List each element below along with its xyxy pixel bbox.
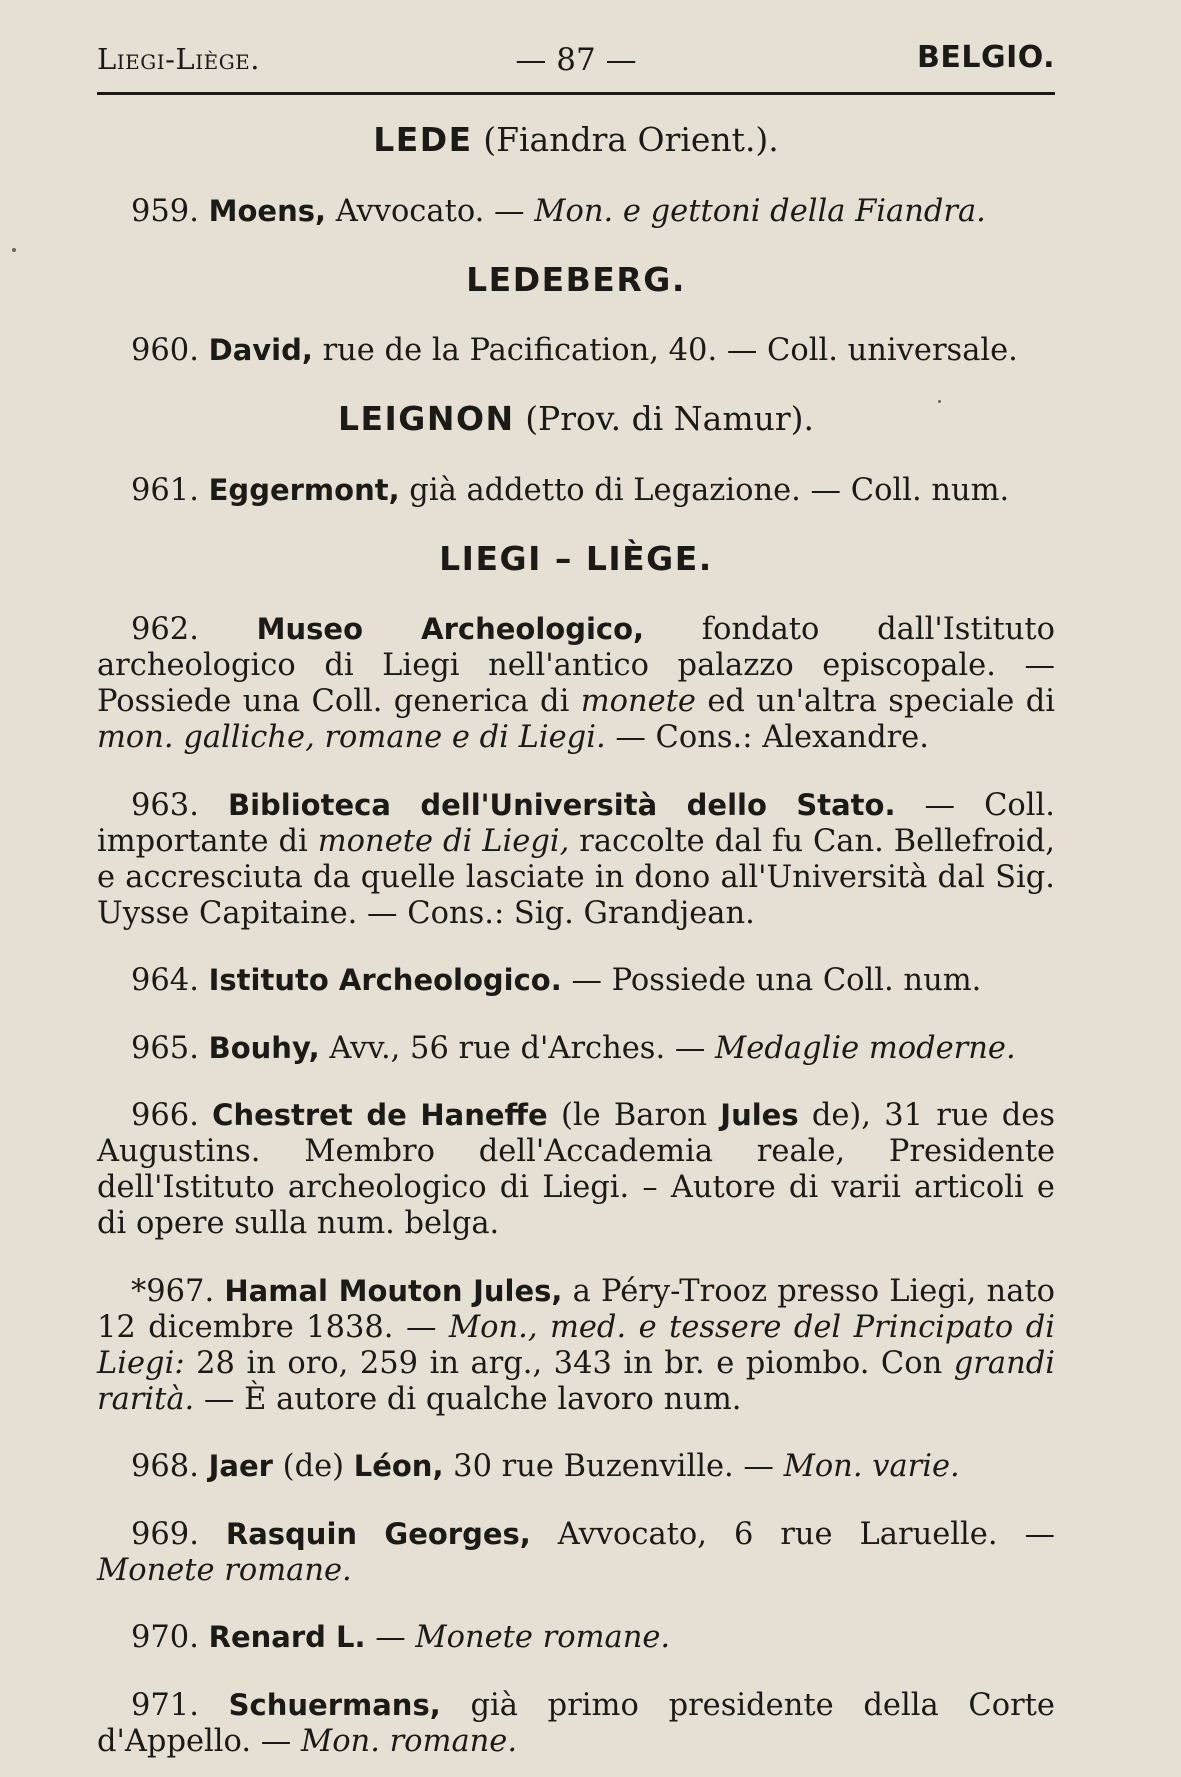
entry bbox=[97, 1619, 1055, 1656]
entry-number: 971. bbox=[131, 1687, 199, 1723]
entry-name: Renard L. bbox=[208, 1620, 366, 1654]
entry-name: David, bbox=[208, 333, 313, 367]
entry-name: Rasquin Georges, bbox=[225, 1516, 531, 1551]
page-body bbox=[97, 118, 1055, 1777]
section-heading bbox=[97, 118, 1055, 162]
entry-italic: Mon. e gettoni della Fiandra. bbox=[534, 193, 986, 229]
entry-text: 28 in oro, 259 in arg., 343 in br. e piombo. Con bbox=[184, 1345, 954, 1381]
entry-number: 965. bbox=[131, 1030, 199, 1066]
running-head bbox=[97, 38, 1055, 86]
entry-text: — Coll. importante di bbox=[97, 787, 1055, 859]
region-note: (Prov. di Namur). bbox=[525, 399, 815, 438]
entry-text: ed un'altra speciale di bbox=[695, 684, 1055, 719]
entry-italic: monete di Liegi, bbox=[317, 823, 570, 859]
entry-text: (le Baron bbox=[547, 1098, 721, 1133]
page-number: — 87 — bbox=[515, 42, 637, 78]
entry-italic: Mon. varie. bbox=[783, 1449, 960, 1484]
entry-number: 966. bbox=[131, 1098, 199, 1133]
region-note: (Fiandra Orient.). bbox=[483, 120, 779, 159]
entry-name: Chestret de Haneffe bbox=[212, 1098, 548, 1132]
entry-name: Moens, bbox=[208, 193, 326, 228]
entry bbox=[97, 787, 1055, 932]
entry-number: *967. bbox=[131, 1273, 215, 1309]
header-rule bbox=[97, 92, 1055, 95]
entry-text: Avvocato, 6 rue Laruelle. — bbox=[530, 1516, 1055, 1552]
entry-italic: Monete romane. bbox=[415, 1620, 671, 1655]
entry-name: Istituto Archeologico. bbox=[208, 963, 562, 997]
entry-text: — bbox=[365, 1620, 416, 1655]
entry bbox=[97, 1097, 1055, 1242]
entry-name: Jaer bbox=[208, 1449, 273, 1483]
entry-name: Jules bbox=[720, 1098, 799, 1132]
entry-name: Hamal Mouton Jules, bbox=[224, 1273, 563, 1308]
entry-italic: monete bbox=[580, 684, 696, 719]
entry-italic: grandi rarità. bbox=[97, 1345, 1055, 1417]
entry-text: fondato dall'Istituto archeologico di Liegi nell'antico palazzo episcopale. — Possiede una Coll. generica di bbox=[97, 612, 1055, 719]
entry-number: 964. bbox=[131, 963, 199, 998]
entry-name: Eggermont, bbox=[208, 472, 400, 507]
entry bbox=[97, 472, 1055, 509]
entry-italic: Monete romane. bbox=[97, 1552, 352, 1588]
entry-number: 961. bbox=[131, 472, 199, 508]
entry-italic: Mon., med. e tessere del Principato di Liegi: bbox=[97, 1309, 1055, 1381]
section-heading bbox=[97, 537, 1055, 581]
entry bbox=[97, 962, 1055, 999]
place-name: LEIGNON bbox=[337, 399, 515, 438]
entry-text: rue de la Pacification, 40. — Coll. universale. bbox=[312, 333, 1018, 368]
entry-italic: mon. galliche, romane e di Liegi. bbox=[97, 720, 606, 755]
running-head-right: BELGIO. bbox=[916, 40, 1055, 75]
entry-text: de), 31 rue des Augustins. Membro dell'Accademia reale, Presidente dell'Istituto archeologico di Liegi. – Autore di varii articoli e di opere sulla num. belga. bbox=[97, 1098, 1055, 1241]
entry bbox=[97, 611, 1055, 756]
entry-name: Léon, bbox=[353, 1449, 444, 1483]
entry-name: Schuermans, bbox=[228, 1687, 441, 1722]
entry-number: 968. bbox=[131, 1449, 199, 1484]
entry-text: — Possiede una Coll. num. bbox=[561, 963, 982, 998]
place-name: LEDE bbox=[373, 120, 473, 159]
entry-text: già addetto di Legazione. — Coll. num. bbox=[399, 472, 1010, 508]
entry-text: 30 rue Buzenville. — bbox=[443, 1449, 784, 1484]
entry bbox=[97, 193, 1055, 230]
entry-text: raccolte dal fu Can. Bellefroid, e accresciuta da quelle lasciate in dono all'Università dal Sig. Uysse Capitaine. — Cons.: Sig. Grandjean. bbox=[97, 823, 1055, 931]
running-head-left: Liegi-Liège. bbox=[97, 42, 260, 76]
entry-number: 963. bbox=[131, 787, 199, 823]
entry-name: Biblioteca dell'Università dello Stato. bbox=[227, 787, 896, 822]
entry-number: 959. bbox=[131, 193, 199, 229]
paper-fleck bbox=[12, 248, 16, 252]
place-name: LEDEBERG. bbox=[466, 259, 686, 299]
entry bbox=[97, 1516, 1055, 1589]
entry-text: (de) bbox=[272, 1449, 354, 1484]
entry-number: 969. bbox=[131, 1516, 199, 1552]
entry-text: Avv., 56 rue d'Arches. — bbox=[319, 1030, 716, 1066]
entry-name: Bouhy, bbox=[208, 1030, 320, 1065]
entry-name: Museo Archeologico, bbox=[256, 612, 645, 646]
section-heading bbox=[97, 397, 1055, 441]
entry-number: 962. bbox=[131, 612, 199, 647]
entry-text: a Péry-Trooz presso Liegi, nato 12 dicembre 1838. — bbox=[97, 1273, 1055, 1345]
entry-italic: Mon. romane. bbox=[300, 1723, 518, 1759]
paper-fleck bbox=[938, 400, 941, 403]
entry-text: — È autore di qualche lavoro num. bbox=[194, 1381, 742, 1417]
entry-number: 960. bbox=[131, 333, 199, 368]
entry bbox=[97, 332, 1055, 369]
entry bbox=[97, 1030, 1055, 1067]
place-name: LIEGI – LIÈGE. bbox=[439, 538, 713, 578]
entry bbox=[97, 1273, 1055, 1418]
entry-italic: Medaglie moderne. bbox=[715, 1030, 1016, 1066]
entry-text: — Cons.: Alexandre. bbox=[605, 720, 929, 755]
entry bbox=[97, 1448, 1055, 1485]
section-heading bbox=[97, 258, 1055, 302]
entry bbox=[97, 1687, 1055, 1760]
entry-text: già primo presidente della Corte d'Appello. — bbox=[97, 1687, 1055, 1759]
entry-number: 970. bbox=[131, 1620, 199, 1655]
entry-text: Avvocato. — bbox=[326, 193, 535, 229]
